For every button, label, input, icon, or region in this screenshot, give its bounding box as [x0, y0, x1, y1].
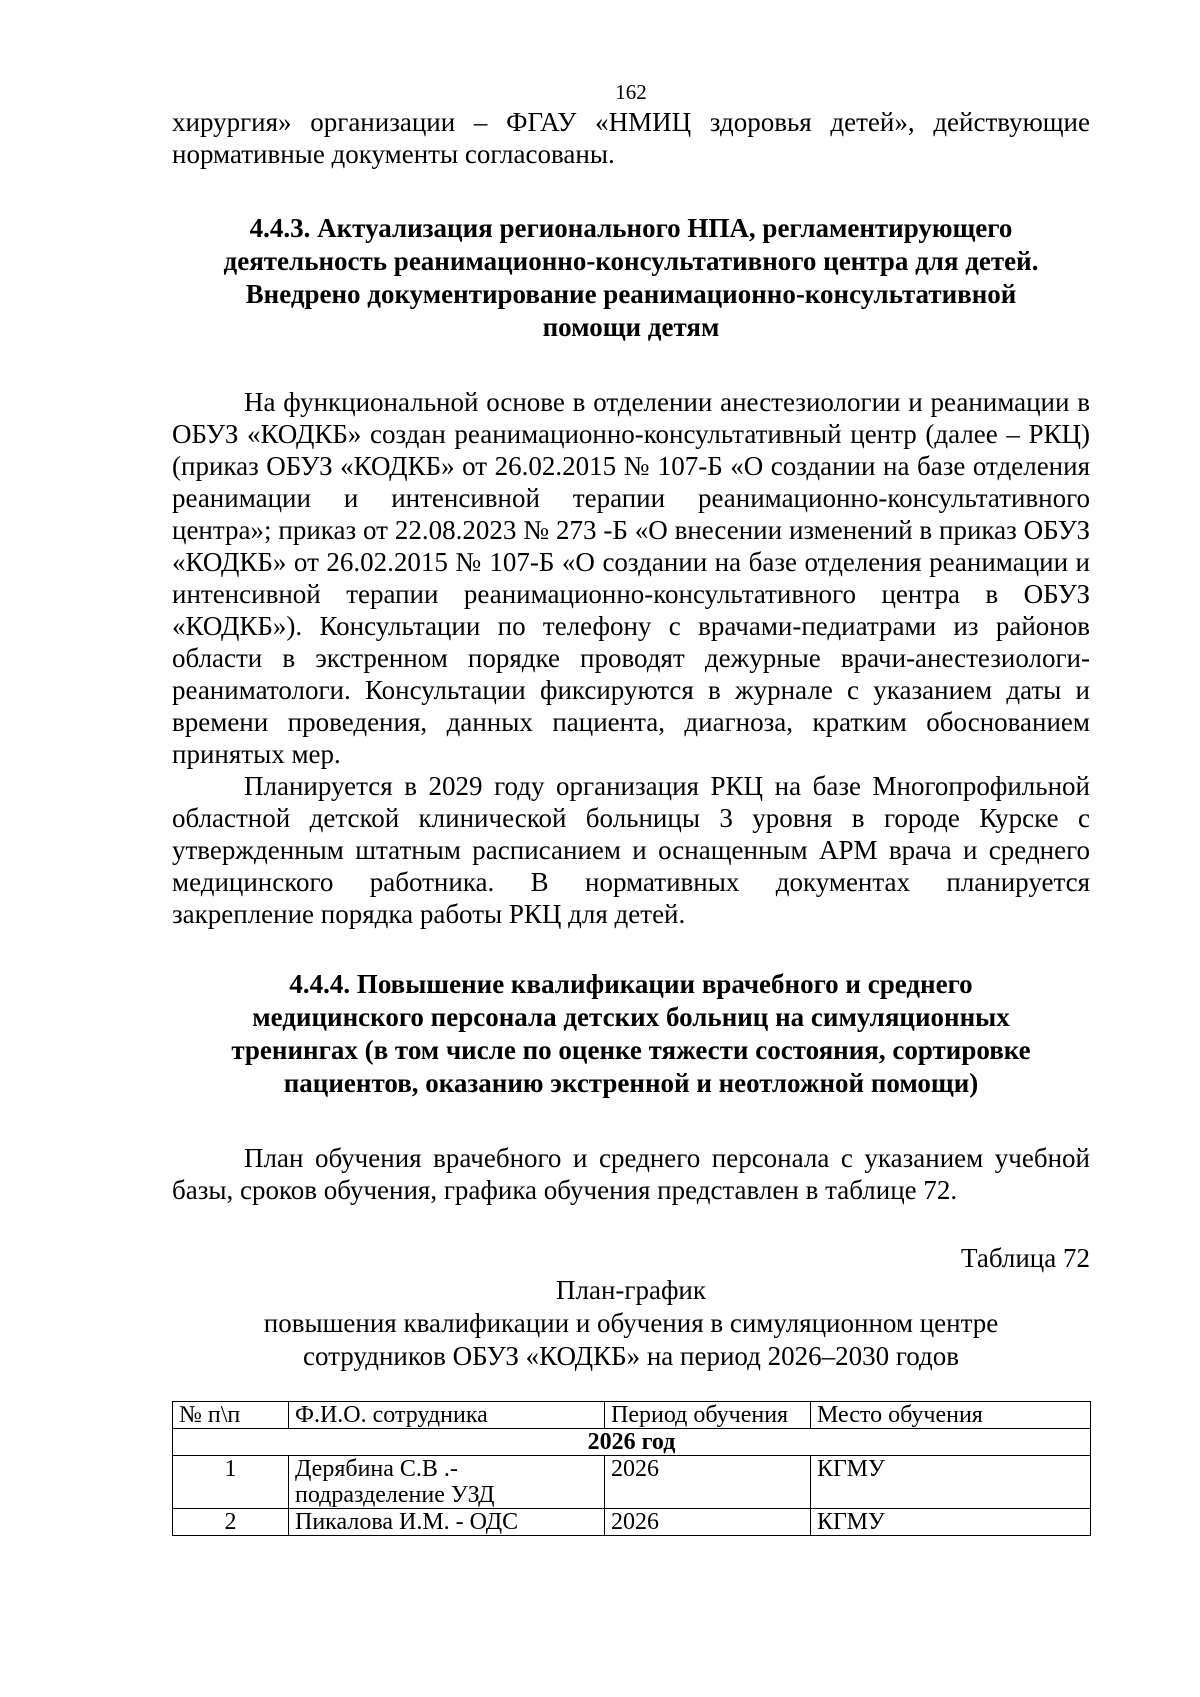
header-training-place: Место обучения — [811, 1402, 1091, 1429]
table-title — [172, 1274, 1090, 1373]
training-period: 2026 — [605, 1456, 811, 1509]
training-period: 2026 — [605, 1509, 811, 1536]
table-label: Таблица 72 — [961, 1243, 1090, 1273]
heading-line: помощи детям — [542, 312, 720, 342]
employee-name-line: подразделение УЗД — [295, 1482, 495, 1508]
employee-name — [289, 1456, 605, 1509]
section-4-4-3-heading — [172, 212, 1090, 344]
training-schedule-table — [172, 1401, 1091, 1536]
heading-line: деятельность реанимационно-консультативного центра для детей. — [223, 246, 1039, 276]
heading-line: Внедрено документирование реанимационно-консультативной — [245, 279, 1017, 309]
table-title-line: сотрудников ОБУЗ «КОДКБ» на период 2026–2030 годов — [303, 1341, 959, 1371]
header-employee-name: Ф.И.О. сотрудника — [289, 1402, 605, 1429]
heading-line: тренингах (в том числе по оценке тяжести состояния, сортировке — [231, 1035, 1031, 1065]
training-place: КГМУ — [811, 1509, 1091, 1536]
heading-line: медицинского персонала детских больниц на симуляционных — [252, 1002, 1010, 1032]
training-place: КГМУ — [811, 1456, 1091, 1509]
table-header-row — [173, 1402, 1091, 1429]
training-plan-paragraph: План обучения врачебного и среднего персонала с указанием учебной базы, сроков обучения, графика обучения представлен в таблице 72. — [172, 1143, 1090, 1205]
document-page — [172, 78, 1090, 1536]
table-row — [173, 1509, 1091, 1536]
year-cell: 2026 год — [173, 1429, 1091, 1456]
table-row — [173, 1456, 1091, 1509]
rkc-plan-paragraph: Планируется в 2029 году организация РКЦ на базе Многопрофильной областной детской клинической больницы 3 уровня в городе Курске с утвержденным штатным расписанием и оснащенным АРМ врача и среднего медицинского работника. В нормативных документах планируется закрепление порядка работы РКЦ для детей. — [172, 771, 1090, 929]
table-title-line: повышения квалификации и обучения в симуляционном центре — [263, 1308, 999, 1338]
row-number: 1 — [173, 1456, 289, 1509]
section-4-4-4-heading — [172, 968, 1090, 1100]
header-number: № п\п — [173, 1402, 289, 1429]
year-row — [173, 1429, 1091, 1456]
intro-paragraph: хирургия» организации – ФГАУ «НМИЦ здоровья детей», действующие нормативные документы согласованы. — [172, 107, 1090, 169]
rkc-description-paragraph: На функциональной основе в отделении анестезиологии и реанимации в ОБУЗ «КОДКБ» создан реанимационно-консультативный центр (далее – РКЦ) (приказ ОБУЗ «КОДКБ» от 26.02.2015 № 107-Б «О создании на базе отделения реанимации и интенсивной терапии реанимационно-консультативного центра»; приказ от 22.08.2023 № 273 -Б «О внесении изменений в приказ ОБУЗ «КОДКБ» от 26.02.2015 № 107-Б «О создании на базе отделения реанимации и интенсивной терапии реанимационно-консультативного центра в ОБУЗ «КОДКБ»). Консультации по телефону с врачами-педиатрами из районов области в экстренном порядке проводят дежурные врачи-анестезиологи-реаниматологи. Консультации фиксируются в журнале с указанием даты и времени проведения, данных пациента, диагноза, кратким обоснованием принятых мер. — [172, 387, 1090, 769]
page-number: 162 — [615, 80, 647, 104]
heading-line: 4.4.3. Актуализация регионального НПА, регламентирующего — [249, 213, 1013, 243]
heading-line: 4.4.4. Повышение квалификации врачебного и среднего — [289, 969, 973, 999]
table-title-line: План-график — [555, 1275, 707, 1305]
employee-name: Пикалова И.М. - ОДС — [289, 1509, 605, 1536]
row-number: 2 — [173, 1509, 289, 1536]
employee-name-line: Дерябина С.В .- — [295, 1456, 458, 1482]
header-training-period: Период обучения — [605, 1402, 811, 1429]
heading-line: пациентов, оказанию экстренной и неотложной помощи) — [283, 1068, 979, 1098]
